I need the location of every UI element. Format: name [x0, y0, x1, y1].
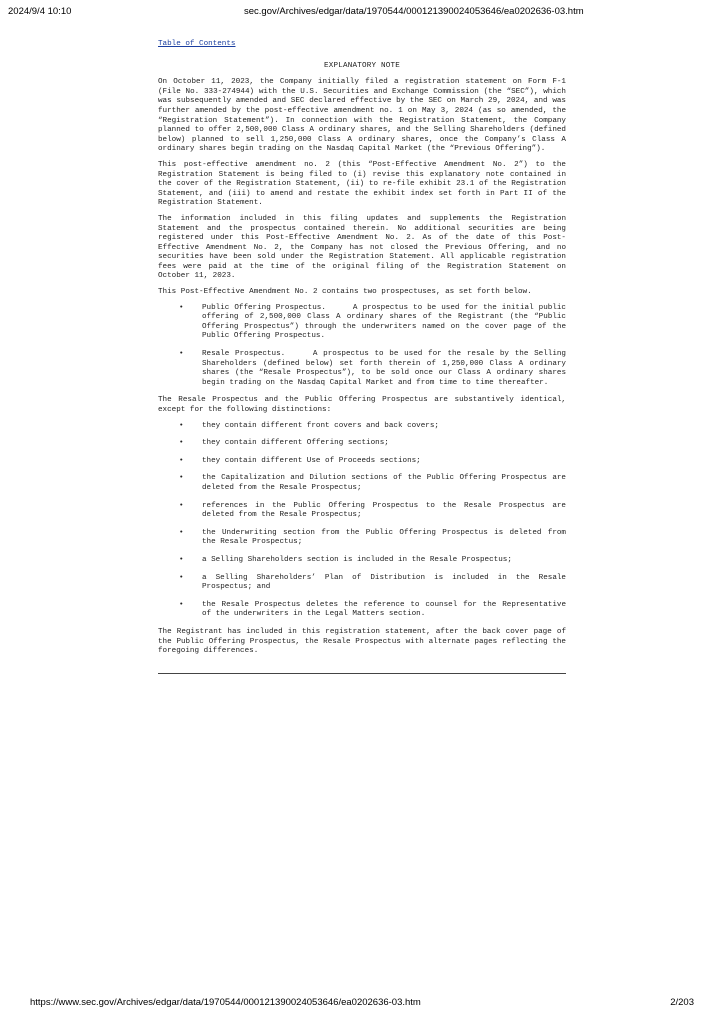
prospectus-description: A prospectus to be used for the resale by the Selling Shareholders (defined below) set forth therein of 1,250,000 Class A ordinary shares (the “Resale Prospectus”), to be sold once our Class A ordinary shares begin trading on the Nasdaq Capital Market and from time to time thereafter.: [202, 350, 566, 387]
list-item: [158, 574, 566, 593]
browser-print-header: [0, 6, 724, 20]
list-item: [158, 422, 566, 432]
prospectus-name: Public Offering Prospectus.: [202, 303, 326, 312]
bullet-icon: •: [179, 501, 184, 510]
paragraph-two-prospectuses: This Post-Effective Amendment No. 2 contains two prospectuses, as set forth below.: [158, 288, 532, 297]
paragraph-closing: The Registrant has included in this registration statement, after the back cover page of the Public Offering Prospectus, the Resale Prospectus with alternate pages reflecting the foregoing differences.: [158, 627, 566, 656]
paragraph-amendment-purpose: This post-effective amendment no. 2 (this “Post-Effective Amendment No. 2”) to the Registration Statement is being filed to (i) revise this explanatory note contained in the cover of the Registration Statement, (ii) to re-file exhibit 23.1 of the Registration Statement, and (iii) to amend and restate the exhibit index set forth in Part II of the Registration Statement.: [158, 160, 566, 208]
bullet-icon: •: [179, 421, 184, 430]
bullet-icon: •: [179, 303, 184, 312]
distinction-text: the Resale Prospectus deletes the reference to counsel for the Representative of the underwriters in the Legal Matters section.: [202, 600, 566, 619]
distinction-text: they contain different Use of Proceeds sections;: [202, 456, 421, 465]
print-header-url: sec.gov/Archives/edgar/data/1970544/000121390024053646/ea0202636-03.htm: [244, 6, 584, 17]
distinction-text: the Underwriting section from the Public Offering Prospectus is deleted from the Resale Prospectus;: [202, 528, 566, 547]
bullet-icon: •: [179, 350, 184, 359]
document-body: [158, 40, 566, 674]
distinctions-list: [158, 422, 566, 620]
distinction-text: a Selling Shareholders’ Plan of Distribution is included in the Resale Prospectus; and: [202, 573, 566, 592]
bullet-icon: •: [179, 573, 184, 582]
prospectus-list: [158, 304, 566, 389]
list-item: [158, 304, 566, 342]
paragraph-previous-offering: On October 11, 2023, the Company initially filed a registration statement on Form F-1 (File No. 333-274944) with the U.S. Securities and Exchange Commission (the “SEC”), which was subsequently amended and SEC declared effective by the SEC on March 29, 2024, and was further amended by the post-effective amendment no. 1 on May 3, 2024 (as so amended, the “Registration Statement”). In connection with the Registration Statement, the Company planned to offer 2,500,000 Class A ordinary shares, and the Selling Shareholders (defined below) planned to sell 1,250,000 Class A ordinary shares, once the Company’s Class A ordinary shares begin trading on the Nasdaq Capital Market (the “Previous Offering”).: [158, 78, 566, 154]
bullet-icon: •: [179, 456, 184, 465]
page-number: 2/203: [670, 997, 694, 1008]
distinction-text: references in the Public Offering Prospectus to the Resale Prospectus are deleted from the Resale Prospectus;: [202, 501, 566, 520]
bullet-icon: •: [179, 474, 184, 483]
prospectus-name: Resale Prospectus.: [202, 350, 286, 359]
distinction-text: a Selling Shareholders section is included in the Resale Prospectus;: [202, 555, 512, 564]
list-item: [158, 556, 566, 566]
paragraph-filing-info: The information included in this filing updates and supplements the Registration Statement and the prospectus contained therein. No additional securities are being registered under this Post-Effective Amendment No. 2. As of the date of this Post-Effective Amendment No. 2, the Company has not closed the Previous Offering, and no securities have been sold under the Registration Statement. All applicable registration fees were paid at the time of the original filing of the Registration Statement on October 11, 2023.: [158, 214, 566, 281]
browser-print-footer: [0, 997, 724, 1011]
bullet-icon: •: [179, 439, 184, 448]
bullet-icon: •: [179, 600, 184, 609]
distinction-text: they contain different front covers and back covers;: [202, 421, 439, 430]
bullet-icon: •: [179, 528, 184, 537]
list-item: [158, 502, 566, 521]
list-item: [158, 474, 566, 493]
list-item: [158, 457, 566, 467]
bullet-icon: •: [179, 555, 184, 564]
distinction-text: the Capitalization and Dilution sections of the Public Offering Prospectus are deleted from the Resale Prospectus;: [202, 474, 566, 492]
table-of-contents-link[interactable]: Table of Contents: [158, 40, 236, 48]
paragraph-distinctions-intro: The Resale Prospectus and the Public Offering Prospectus are substantively identical, except for the following distinctions:: [158, 396, 566, 414]
section-title: EXPLANATORY NOTE: [323, 61, 401, 70]
list-item: [158, 601, 566, 620]
distinction-text: they contain different Offering sections;: [202, 439, 389, 448]
print-footer-url: https://www.sec.gov/Archives/edgar/data/1970544/000121390024053646/ea0202636-03.htm: [30, 997, 421, 1008]
list-item: [158, 350, 566, 388]
print-timestamp: 2024/9/4 10:10: [8, 6, 72, 17]
list-item: [158, 439, 566, 449]
prospectus-description: A prospectus to be used for the initial public offering of 2,500,000 Class A ordinary shares of the Registrant (the “Public Offering Prospectus”) through the underwriters named on the cover page of the Public Offering Prospectus.: [202, 303, 566, 341]
page-divider: [158, 673, 566, 674]
list-item: [158, 529, 566, 548]
